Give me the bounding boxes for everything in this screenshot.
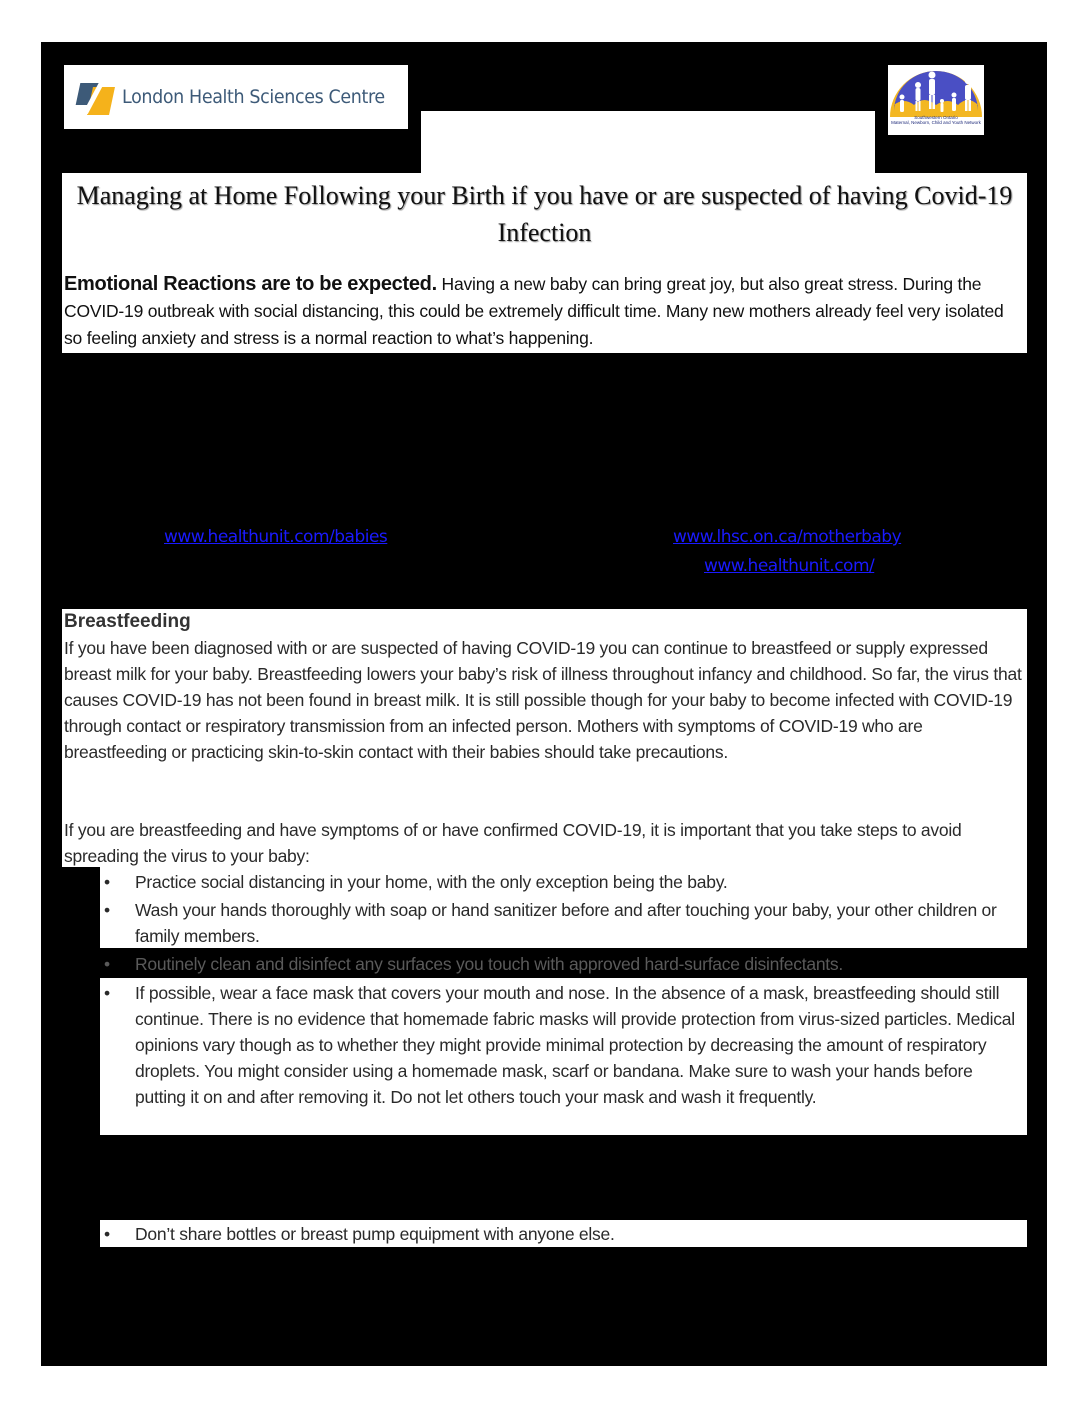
lhsc-logo-mark-icon xyxy=(76,77,114,117)
bullet-icon: • xyxy=(104,872,110,892)
breastfeeding-paragraph-1: If you have been diagnosed with or are suspected of having COVID-19 you can continue to breastfeed or supply expressed breast milk for your baby. Breastfeeding lowers your baby’s risk of illness throughout infancy and childhood. So far, the virus that causes COVID-19 has not been found in breast milk. It is still possible though for your baby to become infected with COVID-19 through contact or respiratory transmission from an infected person. Mothers with symptoms of COVID-19 who are breastfeeding or practicing skin-to-skin contact with their babies should take precautions. xyxy=(64,638,1022,762)
emotional-reactions-paragraph xyxy=(64,271,1024,352)
breastfeeding-paragraph-2: If you are breastfeeding and have symptoms of or have confirmed COVID-19, it is important that you take steps to avoid spreading the virus to your baby: xyxy=(64,820,962,866)
family-sun-icon xyxy=(888,65,984,117)
bullet-icon: • xyxy=(104,983,110,1003)
link-healthunit-babies[interactable]: www.healthunit.com/babies xyxy=(164,527,388,547)
emotional-reactions-heading: Emotional Reactions are to be expected. xyxy=(64,273,437,295)
title-section xyxy=(62,173,1027,353)
bullet-group-3: • Don’t share bottles or breast pump equipment with anyone else. xyxy=(100,1220,1027,1247)
bullet-icon: • xyxy=(104,900,110,920)
bullet-icon: • xyxy=(104,1224,110,1244)
lhsc-logo xyxy=(64,65,408,129)
page-title: Managing at Home Following your Birth if you have or are suspected of having Covid-19 Infection xyxy=(76,181,1013,247)
title-header-gap xyxy=(421,111,875,173)
breastfeeding-heading: Breastfeeding xyxy=(64,611,191,632)
link-lhsc-motherbaby[interactable]: www.lhsc.on.ca/motherbaby xyxy=(673,527,902,547)
bullet-group-1: • Practice social distancing in your home, with the only exception being the baby. • Wash your hands thoroughly with soap or hand sanitizer before and after touching your baby, your other children or family members. xyxy=(100,867,1027,948)
lhsc-logo-name: London Health Sciences Centre xyxy=(122,86,386,108)
breastfeeding-section xyxy=(62,609,1027,867)
network-logo xyxy=(888,65,984,135)
link-healthunit[interactable]: www.healthunit.com/ xyxy=(704,556,875,576)
emotional-reactions-body: Having a new baby can bring great joy, but also great stress. During the COVID-19 outbreak with social distancing, this could be extremely difficult time. Many new mothers already feel very isolated so feeling anxiety and stress is a normal reaction to what’s happening. xyxy=(64,274,1004,348)
network-logo-caption: Southwestern Ontario Maternal, Newborn, Child and Youth Network xyxy=(891,115,981,125)
bullet-icon: • xyxy=(104,954,110,974)
bullet-group-2: • If possible, wear a face mask that covers your mouth and nose. In the absence of a mask, breastfeeding should still continue. There is no evidence that homemade fabric masks will provide protection from virus-sized particles. Medical opinions vary though as to whether they might provide minimal protection by decreasing the amount of respiratory droplets. You might consider using a homemade mask, scarf or bandana. Make sure to wash your hands before putting it on and after removing it. Do not let others touch your mask and wash it frequently. xyxy=(100,978,1027,1135)
